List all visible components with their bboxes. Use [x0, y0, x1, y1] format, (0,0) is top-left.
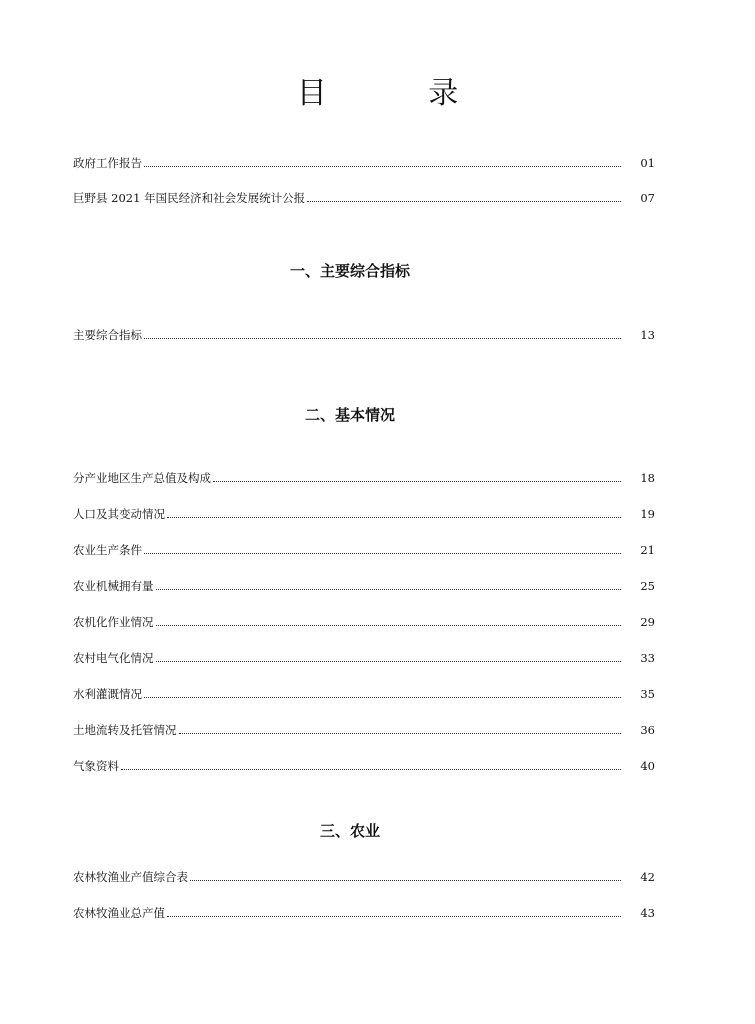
toc-leader-dots [144, 697, 621, 698]
toc-leader-dots [156, 661, 622, 662]
toc-entry-label: 土地流转及托管情况 [73, 723, 177, 737]
toc-entry[interactable] [73, 683, 655, 701]
toc-entry-page: 33 [640, 651, 655, 665]
toc-entry[interactable] [73, 647, 655, 665]
toc-entry-label: 农业生产条件 [73, 543, 142, 557]
toc-leader-dots [144, 166, 621, 167]
toc-entry-page: 42 [640, 870, 655, 884]
toc-leader-dots [144, 338, 621, 339]
toc-entry-page: 18 [640, 471, 655, 485]
toc-entry[interactable] [73, 324, 655, 342]
section-heading: 三、农业 [319, 822, 380, 840]
title-char-2: 录 [428, 76, 459, 111]
toc-leader-dots [307, 201, 621, 202]
toc-leader-dots [213, 481, 621, 482]
toc-entry-label: 水利灌溉情况 [73, 687, 142, 701]
toc-entry[interactable] [73, 902, 655, 920]
toc-entry-page: 07 [640, 191, 655, 205]
toc-entry-page: 35 [640, 687, 655, 701]
toc-leader-dots [156, 589, 622, 590]
toc-entry-label: 政府工作报告 [73, 156, 142, 170]
toc-entry-label: 农林牧渔业产值综合表 [73, 870, 188, 884]
toc-entry-page: 21 [640, 543, 655, 557]
toc-entry-label: 农机化作业情况 [73, 615, 154, 629]
toc-entry-page: 43 [640, 906, 655, 920]
toc-entry-page: 01 [640, 156, 655, 170]
toc-entry-label: 农村电气化情况 [73, 651, 154, 665]
toc-leader-dots [179, 733, 622, 734]
toc-leader-dots [167, 517, 621, 518]
toc-entry[interactable] [73, 152, 655, 170]
toc-entry-label: 农业机械拥有量 [73, 579, 154, 593]
toc-leader-dots [190, 880, 621, 881]
toc-entry-page: 40 [640, 759, 655, 773]
toc-entry[interactable] [73, 755, 655, 773]
toc-entry-label: 分产业地区生产总值及构成 [73, 471, 211, 485]
toc-entry-page: 36 [640, 723, 655, 737]
toc-entry-label: 人口及其变动情况 [73, 507, 165, 521]
toc-entry-page: 29 [640, 615, 655, 629]
toc-entry[interactable] [73, 866, 655, 884]
toc-entry[interactable] [73, 467, 655, 485]
toc-entry[interactable] [73, 575, 655, 593]
toc-leader-dots [144, 553, 621, 554]
toc-entry-label: 主要综合指标 [73, 328, 142, 342]
toc-leader-dots [121, 769, 621, 770]
toc-entry-page: 19 [640, 507, 655, 521]
toc-entry-page: 25 [640, 579, 655, 593]
page-title [0, 68, 755, 112]
toc-entry[interactable] [73, 539, 655, 557]
toc-entry[interactable] [73, 503, 655, 521]
toc-leader-dots [167, 916, 621, 917]
toc-entry-page: 13 [640, 328, 655, 342]
toc-entry[interactable] [73, 611, 655, 629]
toc-entry-label: 气象资料 [73, 759, 119, 773]
title-char-1: 目 [296, 76, 327, 111]
toc-entry[interactable] [73, 187, 655, 205]
toc-entry-label: 农林牧渔业总产值 [73, 906, 165, 920]
section-heading: 二、基本情况 [304, 406, 395, 424]
toc-entry[interactable] [73, 719, 655, 737]
toc-leader-dots [156, 625, 622, 626]
toc-entry-label: 巨野县 2021 年国民经济和社会发展统计公报 [73, 191, 306, 205]
section-heading: 一、主要综合指标 [289, 262, 410, 280]
